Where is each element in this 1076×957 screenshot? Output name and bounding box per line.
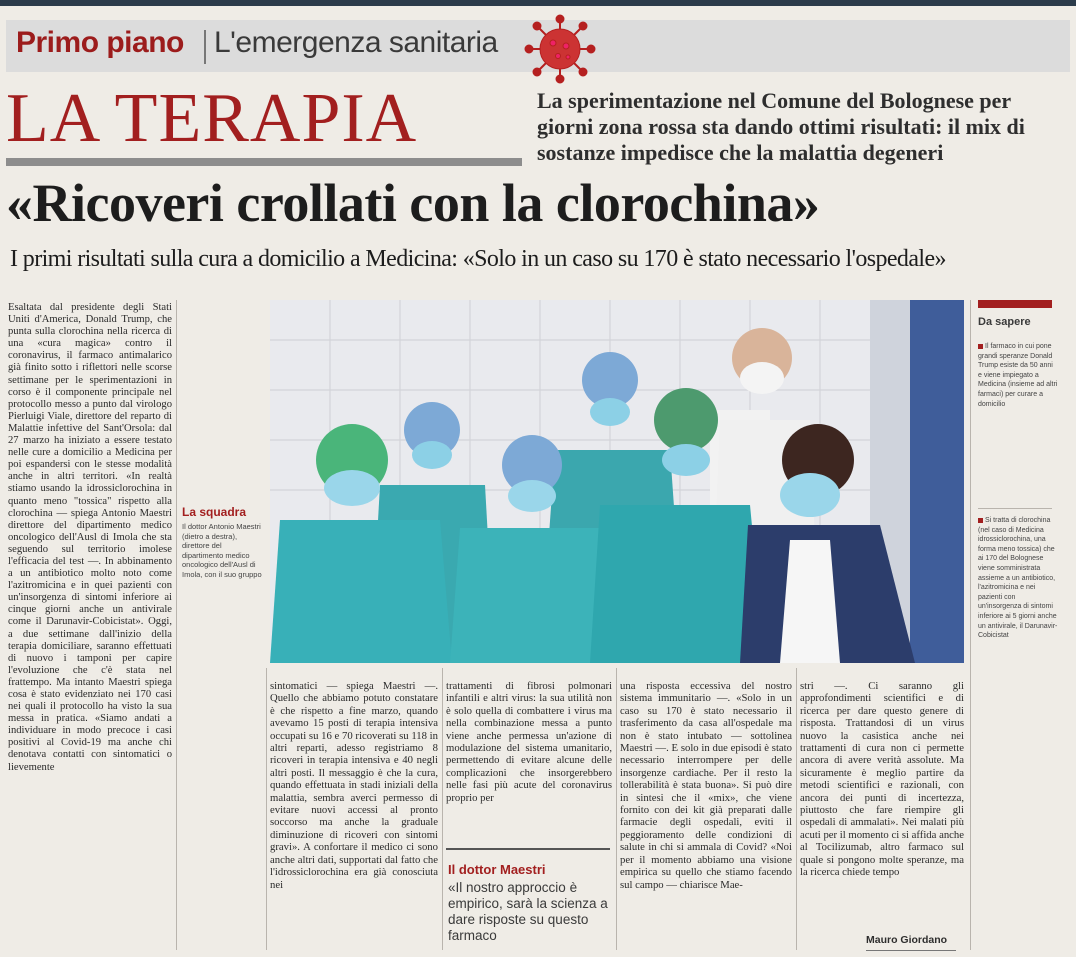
article-headline: «Ricoveri crollati con la clorochina» xyxy=(6,173,820,233)
section-secondary-label: L'emergenza sanitaria xyxy=(214,26,498,59)
topic-rule xyxy=(6,158,522,166)
column-2-text: sintomatici — spiega Maestri —. Quello che abbiamo potuto constatare è che rispetto a fine marzo, quando avevamo 15 posti di terapia intensiva occupati su 16 e 70 ricoverati su 118 in altri reparti, adesso registriamo 8 ricoveri in terapia intensiva e 40 negli altri posti. Il messaggio è che la cura, quando effettuata in stadi iniziali della malattia, sembra averci permesso di evitare nuovi accessi al pronto soccorso ma anche la graduale diminuzione di ricoveri con sintomi gravi». A confortare il medico ci sono anche altri dati, supportati dal fatto che l'idrossiclorochina era già conosciuta nei xyxy=(270,680,438,891)
coronavirus-icon xyxy=(522,14,598,84)
column-divider xyxy=(616,668,617,950)
sidebar-separator xyxy=(978,508,1052,509)
article-subheadline: I primi risultati sulla cura a domicilio a Medicina: «Solo in un caso su 170 è stato necessario l'ospedale» xyxy=(10,246,946,272)
sidebar-item xyxy=(978,342,1058,409)
section-primary-label: Primo piano xyxy=(16,26,184,59)
column-divider xyxy=(970,300,971,950)
column-5-text: stri —. Ci saranno gli approfondimenti scientifici e di ricerca per dare questo genere di risposta. Trattandosi di un virus nuovo la casistica anche nei trattamenti di cura non ci permette ancora di avere verità assolute. Ma sicuramente è meglio partire da metodi scientifici e razionali, con ancora dei punti di incertezza, piuttosto che fare riempire gli ospedali di ammalati». Nei malati più acuti per il momento ci si affida anche al Tocilizumab, altro farmaco sul quale si pongono molte speranze, ma la ricerca chiede tempo xyxy=(800,680,964,879)
bullet-icon xyxy=(978,518,983,523)
section-divider xyxy=(204,30,206,64)
author-byline: Mauro Giordano xyxy=(866,934,948,946)
article-column-2 xyxy=(270,680,438,952)
pull-quote-label: Il dottor Maestri xyxy=(448,862,546,877)
column-4-text: una risposta eccessiva del nostro sistema immunitario —. «Solo in un caso su 170 è stato necessario il trasferimento da casa all'ospedale ma non è stato intubato — sottolinea Maestri —. E solo in due episodi è stato necessario interrompere per delle insorgenze cardiache. Per il resto la tollerabilità è stata buona». Si può dire in sintesi che il «mix», che viene fornito con dei kit già preparati dalle farmacie degli ospedali, eviti il peggioramento delle condizioni di salute in chi si ammala di Covid? «Noi per il momento abbiamo una visione empirica su quello che stiamo facendo sul campo — chiarisce Mae- xyxy=(620,680,792,891)
column-1-text: Esaltata dal presidente degli Stati Uniti d'America, Donald Trump, che punta sulla clorochina nella ricerca di una «cura magica» contro il coronavirus, il farmaco antimalarico già finito sotto i riflettori nelle scorse settimane per le sperimentazioni in corso è il componente principale nel protocollo messo a punto dal virologo Pierluigi Viale, direttore del reparto di Malattie infettive del Sant'Orsola: dal 27 marzo ha iniziato a essere testato nelle cure a domicilio a Medicina per poi espandersi con le stesse modalità anche in altri territori. «In realtà stiamo usando la idrossiclorochina in quanto meno "tossica" rispetto alla clorochina — spiega Antonio Maestri direttore del dipartimento medico oncologico dell'Ausl di Imola che sta seguendo sul territorio imolese l'efficacia del test —. In abbinamento a un antibiotico molto noto come l'azitromicina e in quei pazienti con un'insorgenza di sintomi inferiore ai cinque giorni anche un antivirale come il Darunavir-Cobicistat». Oggi, a due settimane dall'inizio della terapia domiciliare, saranno effettuati di nuovo i tamponi per capire l'evoluzione che c'è stata nel frattempo. Ma intanto Maestri spiega cosa è stato evidenziato nei 170 casi nei quali il protocollo ha visto la sua messa in pratica. «Siamo andati a individuare in modo precoce i casi positivi al Covid-19 ma anche chi denotava contatti con sintomatici o lievemente xyxy=(8,302,172,773)
bullet-icon xyxy=(978,344,983,349)
sidebar-accent-bar xyxy=(978,300,1052,308)
column-divider xyxy=(442,668,443,950)
top-edge-bar xyxy=(0,0,1076,6)
deck-text: La sperimentazione nel Comune del Bolognese per giorni zona rossa sta dando ottimi risultati: il mix di sostanze impedisce che la malattia degeneri xyxy=(537,88,1025,165)
article-column-5 xyxy=(800,680,964,930)
column-divider xyxy=(796,668,797,950)
sidebar-item-text: Si tratta di clorochina (nel caso di Medicina idrossiclorochina, una forma meno tossica) che ai 170 del Bolognese viene somministrata assieme a un antibiotico, l'azitromicina e nei pazienti con un'insorgenza di sintomi inferiore ai 5 giorni anche un antivirale, il Darunavir-Cobicistat xyxy=(978,517,1058,640)
sidebar-item xyxy=(978,516,1058,641)
column-divider xyxy=(266,668,267,950)
topic-label: LA TERAPIA xyxy=(6,80,418,157)
article-column-3 xyxy=(446,680,612,842)
column-3-text: trattamenti di fibrosi polmonari infantili e altri virus: la sua utilità non è solo quella di combattere i virus ma nella combinazione messa a punto viene anche permessa un'azione di modulazione del sistema umanitario, permettendo di evitare alcune delle complicazioni che insorgerebbero nelle fasi più acute del coronavirus proprio per xyxy=(446,680,612,804)
pull-quote-rule xyxy=(446,848,610,850)
sidebar-item-text: Il farmaco in cui pone grandi speranze Donald Trump esiste da 50 anni e viene impiegato a Medicina (insieme ad altri farmaci) per curare a domicilio xyxy=(978,343,1058,408)
photo-caption-label: La squadra xyxy=(182,505,247,519)
column-divider xyxy=(176,300,177,950)
byline-rule xyxy=(866,950,956,951)
article-column-4 xyxy=(620,680,792,952)
photo-caption-text: Il dottor Antonio Maestri (dietro a destra), direttore del dipartimento medico oncologico dell'Ausl di Imola, con il suo gruppo xyxy=(182,522,262,579)
article-column-1 xyxy=(8,302,172,952)
team-photo xyxy=(270,300,964,663)
sidebar-title: Da sapere xyxy=(978,316,1031,328)
pull-quote-text: «Il nostro approccio è empirico, sarà la scienza a dare risposte su questo farmaco xyxy=(448,880,608,943)
